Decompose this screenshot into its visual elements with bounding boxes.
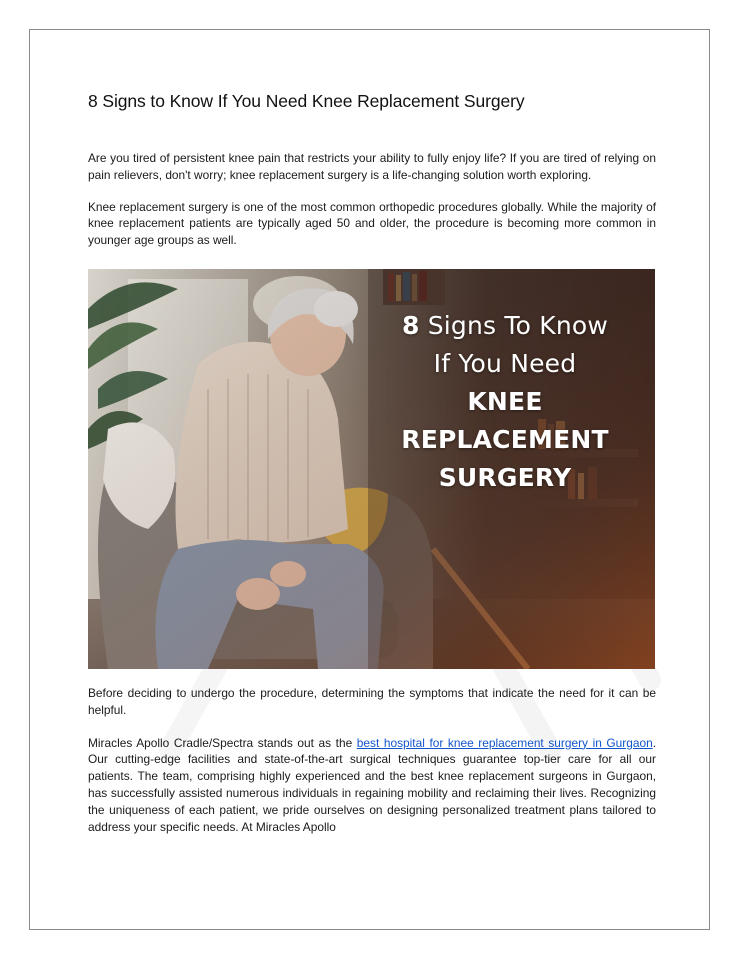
document-content (88, 90, 656, 835)
hero-number: 8 (401, 310, 420, 340)
hero-line-1-text: Signs To Know (419, 310, 609, 340)
hero-line-5: SURGERY (438, 462, 572, 492)
hospital-paragraph (88, 735, 656, 836)
overview-paragraph: Knee replacement surgery is one of the most common orthopedic procedures globally. While the majority of knee replacement patients are typically aged 50 and older, the procedure is becoming more common in younger age groups as well. (88, 199, 656, 248)
hero-line-3: KNEE (467, 386, 543, 416)
best-hospital-link[interactable]: best hospital for knee replacement surgery in Gurgaon (356, 735, 653, 750)
hero-line-2: If You Need (433, 348, 577, 378)
symptoms-paragraph: Before deciding to undergo the procedure, determining the symptoms that indicate the need for it can be helpful. (88, 685, 656, 717)
hospital-paragraph-rest: . Our cutting-edge facilities and state-of-the-art surgical techniques guarantee top-tier care for all our patients. The team, comprising highly experienced and the best knee replacement surgeons in Gurgaon, has successfully assisted numerous individuals in regaining mobility and reclaiming their lives. Recognizing the uniqueness of each patient, we pride ourselves on designing personalized treatment plans tailored to address your specific needs. At Miracles Apollo (88, 735, 657, 834)
document-page (29, 29, 710, 930)
hospital-paragraph-intro: Miracles Apollo Cradle/Spectra stands out as the (88, 735, 357, 750)
hero-line-1 (385, 307, 625, 345)
intro-paragraph: Are you tired of persistent knee pain that restricts your ability to fully enjoy life? If you are tired of relying on pain relievers, don't worry; knee replacement surgery is a life-changing solution worth exploring. (88, 151, 656, 182)
hero-line-4: REPLACEMENT (401, 424, 609, 454)
hero-caption (385, 307, 625, 497)
hero-image (88, 269, 655, 669)
page-title: 8 Signs to Know If You Need Knee Replacement Surgery (88, 91, 525, 111)
